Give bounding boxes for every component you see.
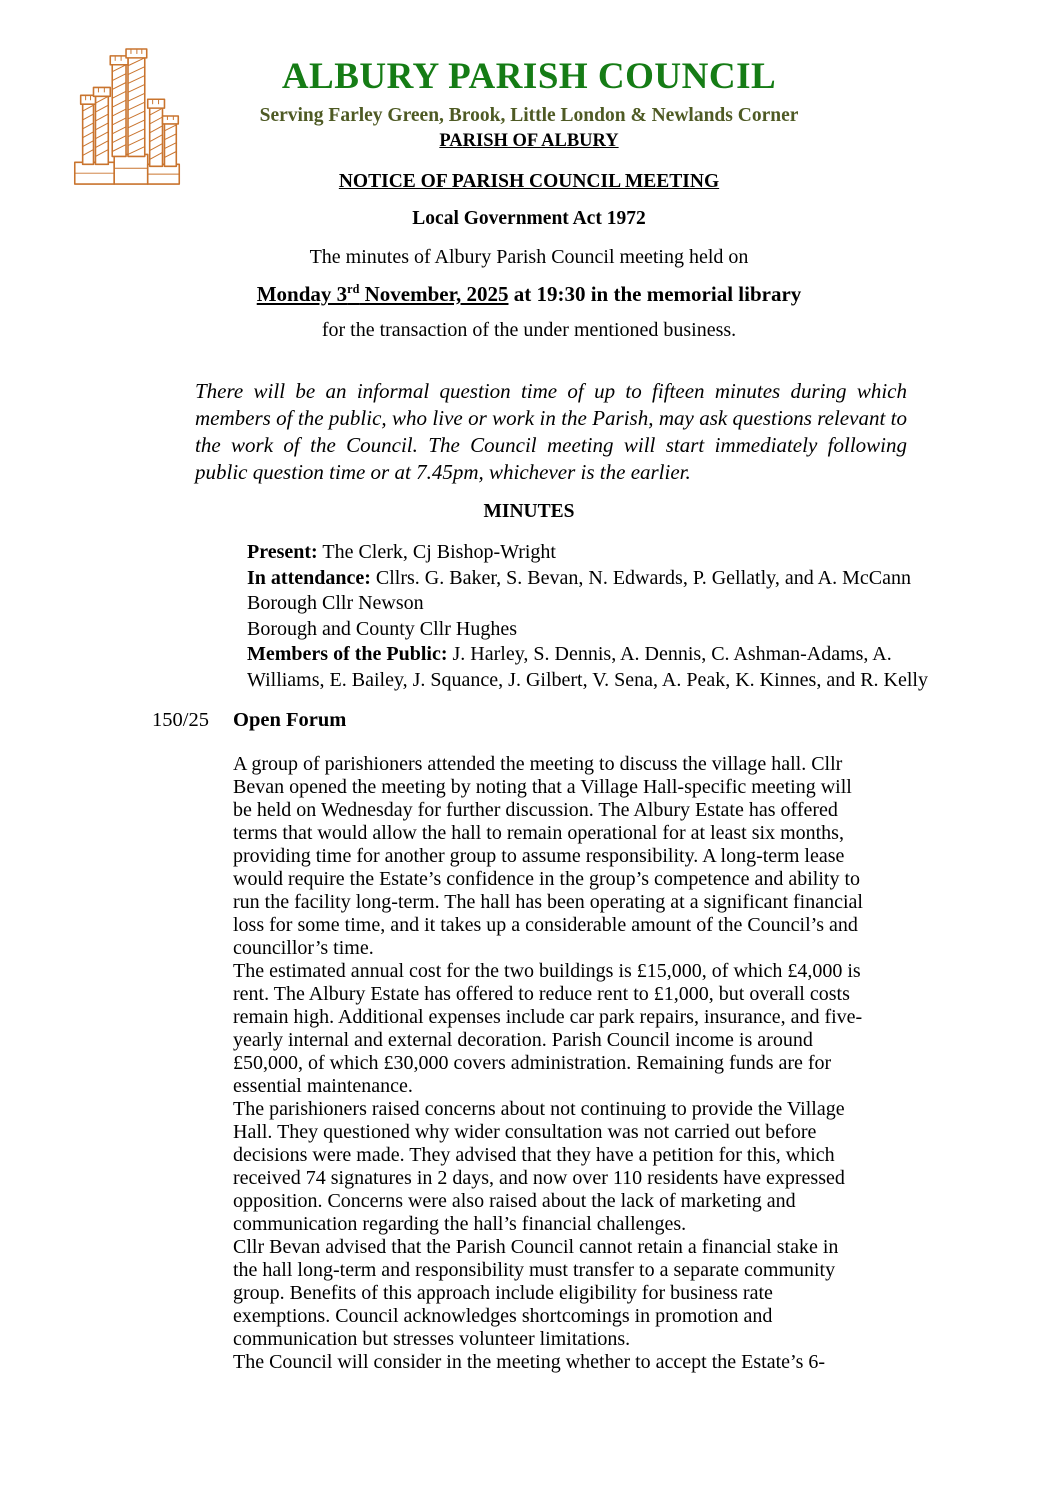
document-title: ALBURY PARISH COUNCIL	[281, 56, 777, 97]
parish-logo	[68, 48, 188, 186]
minutes-paragraph: The parishioners raised concerns about not continuing to provide the Village Hall. They questioned why wider consultation was not carried out before decisions were made. They advised that they have a petition for this, which received 74 signatures in 2 days, and now over 110 residents have expressed opposition. Concerns were also raised about the lack of marketing and communication regarding the hall’s financial challenges.	[233, 1098, 845, 1235]
minutes-item-row	[152, 708, 1058, 732]
ordinal-superscript: rd	[347, 282, 360, 296]
letterhead	[150, 0, 908, 342]
attendance-row	[247, 591, 937, 617]
transaction-line: for the transaction of the under mentioned business.	[321, 319, 737, 341]
meeting-venue-text: at 19:30 in the memorial library	[508, 282, 802, 306]
attendance-label: In attendance:	[247, 566, 371, 589]
parish-heading: PARISH OF ALBURY	[439, 131, 619, 151]
minutes-paragraph: The estimated annual cost for the two buildings is £15,000, of which £4,000 is rent. The Albury Estate has offered to reduce rent to £1,000, but overall costs remain high. Additional expenses include car park repairs, insurance, and five-yearly internal and external decoration. Parish Council income is around £50,000, of which £30,000 covers administration. Remaining funds are for essential maintenance.	[233, 960, 863, 1097]
attendance-text: Cllrs. G. Baker, S. Bevan, N. Edwards, P. Gellatly, and A. McCann	[375, 566, 911, 589]
minutes-item-heading: Open Forum	[233, 709, 347, 731]
attendance-text: Borough and County Cllr Hughes	[247, 617, 517, 640]
attendance-text: Borough Cllr Newson	[247, 592, 424, 614]
attendance-label: Members of the Public:	[247, 643, 448, 665]
attendance-label: Present:	[247, 541, 318, 563]
attendance-block	[247, 540, 937, 693]
attendance-row	[247, 617, 937, 643]
attendance-text: J. Harley, S. Dennis, A. Dennis, C. Ashman-Adams, A. Williams, E. Bailey, J. Squance, J. Gilbert, V. Sena, A. Peak, K. Kinnes, and R. Kelly	[247, 643, 928, 691]
minutes-item-number: 150/25	[152, 709, 209, 731]
attendance-row	[247, 540, 937, 566]
attendance-text: The Clerk, Cj Bishop-Wright	[322, 541, 556, 563]
attendance-row	[247, 566, 937, 592]
minutes-body	[233, 753, 863, 1374]
meeting-date-underlined	[257, 282, 509, 306]
albury-chimneys-icon	[68, 48, 188, 186]
act-line: Local Government Act 1972	[412, 208, 646, 229]
question-time-paragraph: There will be an informal question time of up to fifteen minutes during which members of the public, who live or work in the Parish, may ask questions relevant to the work of the Council. The Council meeting will start immediately following public question time or at 7.45pm, whichever is the earlier.	[195, 379, 907, 484]
minutes-paragraph: A group of parishioners attended the meeting to discuss the village hall. Cllr Bevan opened the meeting by noting that a Village Hall-specific meeting will be held on Wednesday for further discussion. The Albury Estate has offered terms that would allow the hall to remain operational for at least six months, providing time for another group to assume responsibility. A long-term lease would require the Estate’s confidence in the group’s competence and ability to run the facility long-term. The hall has been operating at a significant financial loss for some time, and it takes up a considerable amount of the Council’s and councillor’s time.	[233, 753, 863, 959]
minutes-paragraph: The Council will consider in the meeting whether to accept the Estate’s 6-	[233, 1351, 826, 1373]
attendance-row	[247, 642, 937, 693]
held-on-line: The minutes of Albury Parish Council meeting held on	[309, 246, 749, 268]
meeting-date-line	[150, 282, 908, 307]
minutes-paragraph: Cllr Bevan advised that the Parish Council cannot retain a financial stake in the hall long-term and responsibility must transfer to a separate community group. Benefits of this approach include eligibility for business rate exemptions. Council acknowledges shortcomings in promotion and communication but stresses volunteer limitations.	[233, 1236, 839, 1350]
date-rest: November, 2025	[359, 282, 509, 306]
notice-heading: NOTICE OF PARISH COUNCIL MEETING	[338, 171, 720, 192]
minutes-heading: MINUTES	[483, 501, 575, 522]
date-prefix: Monday 3	[256, 282, 348, 306]
document-subtitle: Serving Farley Green, Brook, Little London & Newlands Corner	[259, 105, 799, 126]
